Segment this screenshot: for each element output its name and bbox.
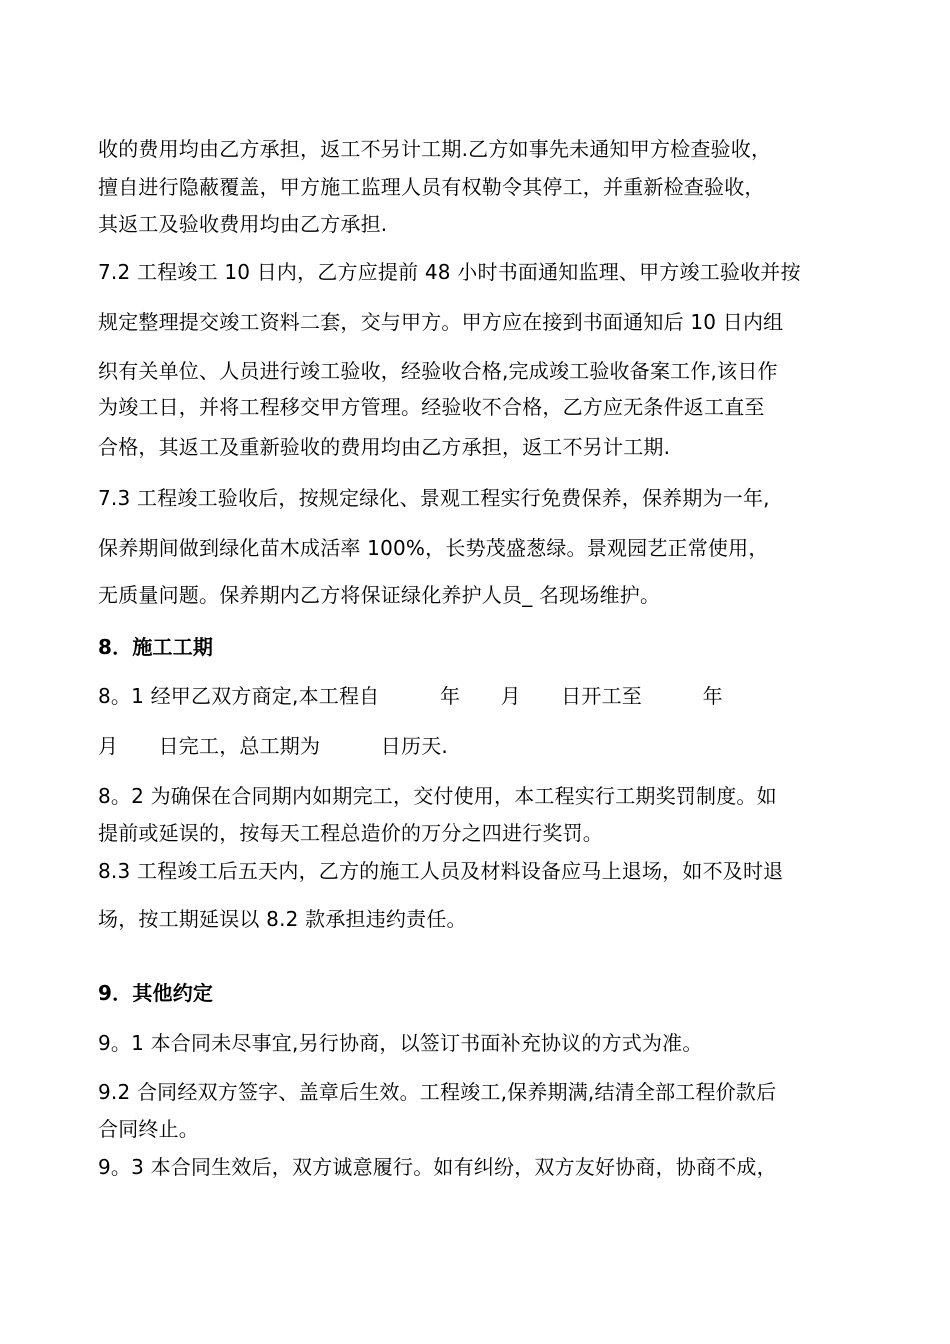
text-line: 8.3 工程竣工后五天内，乙方的施工人员及材料设备应马上退场，如不及时退 <box>98 859 784 883</box>
text-line: 规定整理提交竣工资料二套，交与甲方。甲方应在接到书面通知后 10 日内组 <box>98 310 784 334</box>
text-line: 合同终止。 <box>98 1117 199 1141</box>
text-line: 擅自进行隐蔽覆盖，甲方施工监理人员有权勒令其停工，并重新检查验收， <box>98 175 765 199</box>
section-heading: 9．其他约定 <box>98 981 214 1005</box>
text-line: 月 日完工，总工期为 日历天. <box>98 734 448 758</box>
text-line: 无质量问题。保养期内乙方将保证绿化养护人员_ 名现场维护。 <box>98 583 661 607</box>
text-line: 场，按工期延误以 8.2 款承担违约责任。 <box>98 907 467 931</box>
text-line: 提前或延误的，按每天工程总造价的万分之四进行奖罚。 <box>98 821 603 845</box>
text-line: 9。1 本合同未尽事宜,另行协商，以签订书面补充协议的方式为准。 <box>98 1031 703 1055</box>
text-line: 9.2 合同经双方签字、盖章后生效。工程竣工,保养期满,结清全部工程价款后 <box>98 1080 777 1104</box>
text-line: 收的费用均由乙方承担，返工不另计工期.乙方如事先未通知甲方检查验收， <box>98 137 772 161</box>
text-line: 7.3 工程竣工验收后，按规定绿化、景观工程实行免费保养，保养期为一年, <box>98 486 770 510</box>
text-line: 为竣工日，并将工程移交甲方管理。经验收不合格，乙方应无条件返工直至 <box>98 395 765 419</box>
text-line: 合格，其返工及重新验收的费用均由乙方承担，返工不另计工期. <box>98 435 671 459</box>
text-line: 7.2 工程竣工 10 日内，乙方应提前 48 小时书面通知监理、甲方竣工验收并按 <box>98 260 801 284</box>
text-line: 其返工及验收费用均由乙方承担. <box>98 212 388 236</box>
text-line: 8。2 为确保在合同期内如期完工，交付使用，本工程实行工期奖罚制度。如 <box>98 784 777 808</box>
text-line: 织有关单位、人员进行竣工验收，经验收合格,完成竣工验收备案工作,该日作 <box>98 359 778 383</box>
text-line: 保养期间做到绿化苗木成活率 100%，长势茂盛葱绿。景观园艺正常使用， <box>98 536 769 560</box>
text-line: 9。3 本合同生效后，双方诚意履行。如有纠纷，双方友好协商，协商不成， <box>98 1155 777 1179</box>
text-line: 8。1 经甲乙双方商定,本工程自 年 月 日开工至 年 <box>98 684 723 708</box>
section-heading: 8．施工工期 <box>98 635 214 659</box>
